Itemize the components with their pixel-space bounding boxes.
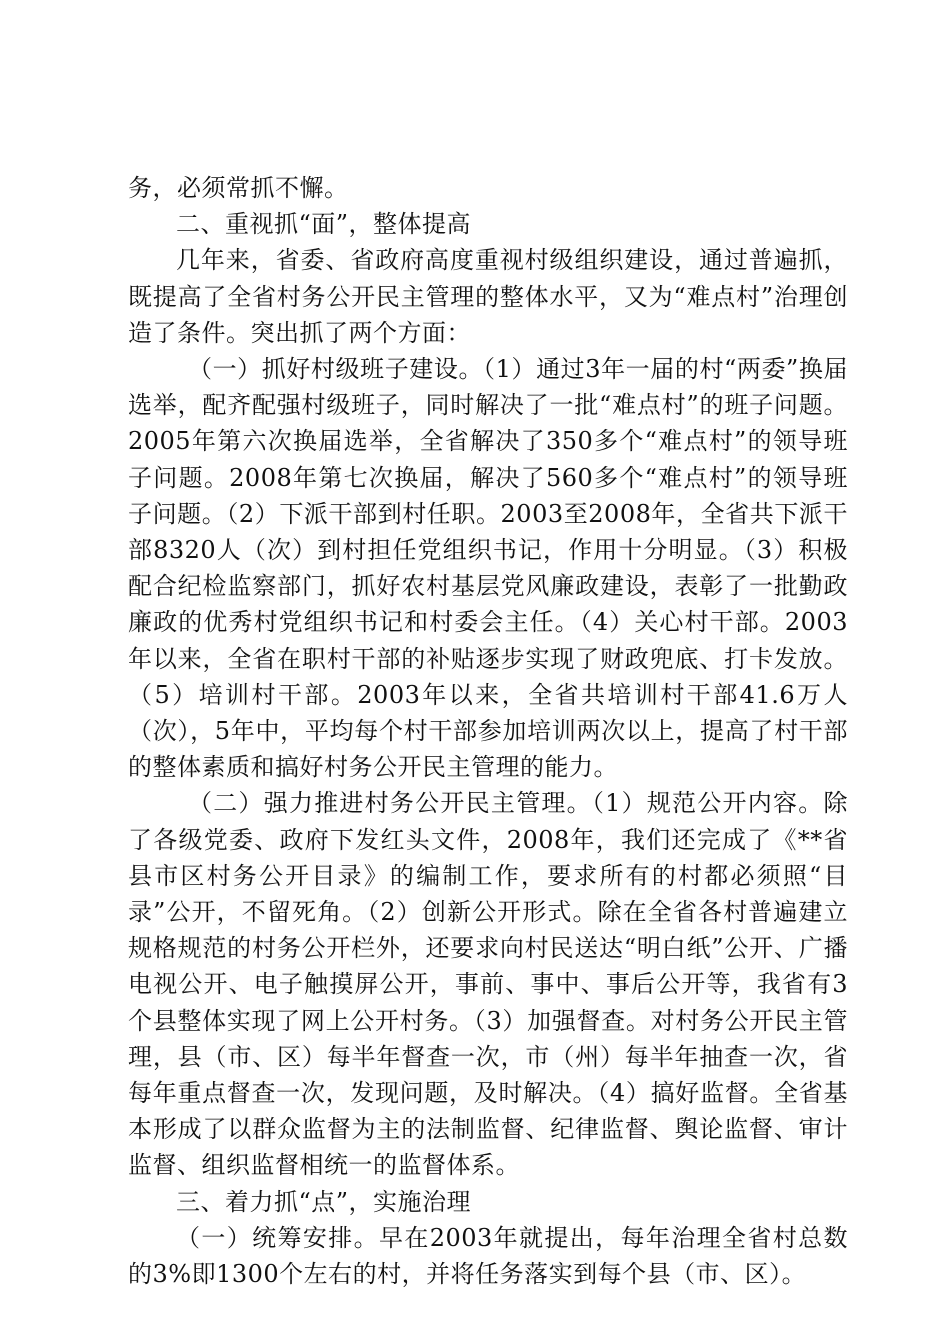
paragraph-subsection-1: （一）抓好村级班子建设。（1）通过3年一届的村“两委”换届选举，配齐配强村级班子，同时解决了一批“难点村”的班子问题。2005年第六次换届选举，全省解决了350多个“难点村”的领导班子问题。2008年第七次换届，解决了560多个“难点村”的领导班子问题。（2）下派干部到村任职。2003至2008年，全省共下派干部8320人（次）到村担任党组织书记，作用十分明显。（3）积极配合纪检监察部门，抓好农村基层党风廉政建设，表彰了一批勤政廉政的优秀村党组织书记和村委会主任。（4）关心村干部。2003年以来，全省在职村干部的补贴逐步实现了财政兜底、打卡发放。（5）培训村干部。2003年以来，全省共培训村干部41.6万人（次），5年中，平均每个村干部参加培训两次以上，提高了村干部的整体素质和搞好村务公开民主管理的能力。 [128, 355, 848, 782]
section-heading-3: 三、着力抓“点”，实施治理 [176, 1187, 472, 1216]
paragraph-subsection-2: （二）强力推进村务公开民主管理。（1）规范公开内容。除了各级党委、政府下发红头文件，2008年，我们还完成了《**省县市区村务公开目录》的编制工作，要求所有的村都必须照“目录”公开，不留死角。（2）创新公开形式。除在全省各村普遍建立规格规范的村务公开栏外，还要求向村民送达“明白纸”公开、广播电视公开、电子触摸屏公开，事前、事中、事后公开等，我省有3个县整体实现了网上公开村务。（3）加强督查。对村务公开民主管理，县（市、区）每半年督查一次，市（州）每半年抽查一次，省每年重点督查一次，发现问题，及时解决。（4）搞好监督。全省基本形成了以群众监督为主的法制监督、纪律监督、舆论监督、审计监督、组织监督相统一的监督体系。 [128, 789, 848, 1180]
section-heading-2: 二、重视抓“面”，整体提高 [176, 210, 472, 239]
document-body [128, 170, 848, 1292]
paragraph-intro: 几年来，省委、省政府高度重视村级组织建设，通过普遍抓，既提高了全省村务公开民主管理的整体水平，又为“难点村”治理创造了条件。突出抓了两个方面： [128, 246, 848, 347]
paragraph-subsection-3-1: （一）统筹安排。早在2003年就提出，每年治理全省村总数的3%即1300个左右的村，并将任务落实到每个县（市、区）。 [128, 1223, 848, 1289]
paragraph-continuation: 务，必须常抓不懈。 [128, 174, 349, 202]
